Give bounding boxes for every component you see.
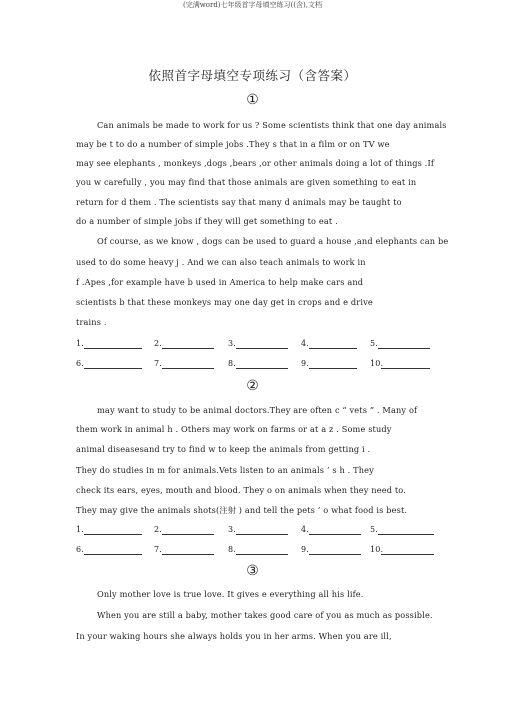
blank-label: 7. <box>154 359 162 368</box>
blank-label: 3. <box>228 525 236 534</box>
section-1-marker: ① <box>246 92 259 108</box>
s1-line-5: return for d them . The scientists say that many d animals may be taught to <box>76 197 402 207</box>
s1-line-8: used to do some heavy j . And we can also teach animals to work in <box>76 257 366 267</box>
answer-blank[interactable] <box>236 359 288 369</box>
blank-label: 1. <box>76 339 84 348</box>
s2-line-5: check its ears, eyes, mouth and blood. They o on animals when they need to. <box>76 485 406 495</box>
blank-label: 2. <box>154 339 162 348</box>
answer-blank[interactable] <box>84 359 142 369</box>
s2-line-1: may want to study to be animal doctors.They are often c “ vets ” . Many of <box>97 405 418 415</box>
s1-line-7: Of course, as we know , dogs can be used to guard a house ,and elephants can be <box>97 236 449 246</box>
page-title: 依照首字母填空专项练习（含答案） <box>148 68 357 83</box>
blank-label: 7. <box>154 545 162 554</box>
s2-line-6: They may give the animals shots(注射 ) and tell the pets ’ o what food is best. <box>76 505 408 515</box>
s2-line-3: animal diseasesand try to find w to keep the animals from getting i . <box>76 444 371 454</box>
answer-blank[interactable] <box>309 359 357 369</box>
answer-blank[interactable] <box>381 545 434 555</box>
blank-label: 9. <box>301 545 309 554</box>
blank-label: 4. <box>301 525 309 534</box>
answer-blank[interactable] <box>309 339 357 349</box>
answer-blank[interactable] <box>236 545 288 555</box>
s1-line-2: may be t to do a number of simple jobs .They s that in a film or on TV we <box>76 139 390 149</box>
blank-label: 10. <box>370 545 384 554</box>
s1-line-11: trains . <box>76 317 107 327</box>
blank-label: 1. <box>76 525 84 534</box>
blank-label: 9. <box>301 359 309 368</box>
answer-blank[interactable] <box>236 525 288 535</box>
s2-line-2: them work in animal h . Others may work on farms or at a z . Some study <box>76 424 392 434</box>
blank-label: 6. <box>76 359 84 368</box>
answer-blank[interactable] <box>378 525 434 535</box>
answer-blank[interactable] <box>381 359 430 369</box>
answer-blank[interactable] <box>84 525 142 535</box>
answer-blank[interactable] <box>84 545 142 555</box>
answer-blank[interactable] <box>162 359 214 369</box>
s3-line-3: In your waking hours she always holds you in her arms. When you are ill, <box>76 631 392 641</box>
blank-label: 10. <box>370 359 384 368</box>
answer-blank[interactable] <box>84 339 142 349</box>
blank-label: 5. <box>370 339 378 348</box>
answer-blank[interactable] <box>309 545 361 555</box>
answer-blank[interactable] <box>162 545 214 555</box>
blank-label: 6. <box>76 545 84 554</box>
s2-line-4: They do studies in m for animals.Vets listen to an animals ’ s h . They <box>76 465 374 475</box>
answer-blank[interactable] <box>378 339 430 349</box>
section-2-marker: ② <box>246 378 259 394</box>
document-header: (完满word)七年级首字母填空练习((含),文档 <box>183 1 322 9</box>
s3-line-1: Only mother love is true love. It gives e everything all his life. <box>97 589 364 599</box>
section-3-marker: ③ <box>246 563 259 579</box>
answer-blank[interactable] <box>162 339 214 349</box>
blank-label: 5. <box>370 525 378 534</box>
s1-line-3: may see elephants , monkeys ,dogs ,bears ,or other animals doing a lot of things .If <box>76 158 435 168</box>
blank-label: 4. <box>301 339 309 348</box>
s1-line-1: Can animals be made to work for us ? Some scientists think that one day animals <box>97 120 447 130</box>
s1-line-4: you w carefully , you may find that those animals are given something to eat in <box>76 177 417 187</box>
blank-label: 8. <box>228 545 236 554</box>
answer-blank[interactable] <box>162 525 214 535</box>
s1-line-10: scientists b that these monkeys may one day get in crops and e drive <box>76 297 373 307</box>
answer-blank[interactable] <box>309 525 361 535</box>
answer-blank[interactable] <box>236 339 288 349</box>
blank-label: 8. <box>228 359 236 368</box>
blank-label: 2. <box>154 525 162 534</box>
s1-line-9: f .Apes ,for example have b used in America to help make cars and <box>76 277 364 287</box>
s1-line-6: do a number of simple jobs if they will get something to eat . <box>76 216 338 226</box>
s3-line-2: When you are still a baby, mother takes good care of you as much as possible. <box>97 610 433 620</box>
blank-label: 3. <box>228 339 236 348</box>
